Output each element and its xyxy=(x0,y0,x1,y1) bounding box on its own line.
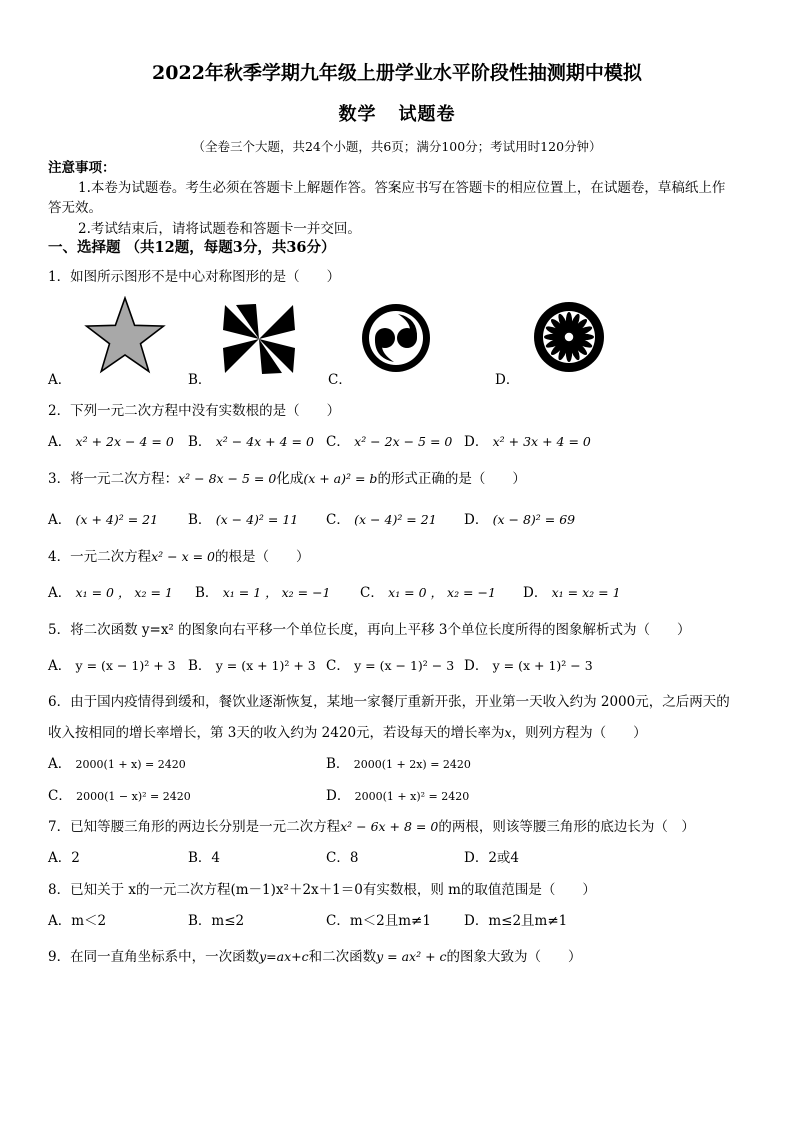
q7-option-b-label: B． xyxy=(188,850,212,866)
q2-option-d xyxy=(464,430,591,450)
q1-option-b-label: B． xyxy=(188,372,212,388)
q9-stem-quadratic: y = ax² + c xyxy=(376,949,447,964)
q6-option-a-text: 2000(1 + x) = 2420 xyxy=(75,758,186,771)
exam-info: （全卷三个大题，共24个小题，共6页；满分100分；考试用时120分钟） xyxy=(192,139,602,154)
q2-option-d-text: x² + 3x + 4 = 0 xyxy=(492,434,591,449)
q2-option-c-label: C． xyxy=(326,434,350,450)
q7-stem-equation: x² − 6x + 8 = 0 xyxy=(340,819,439,834)
q8-option-d xyxy=(464,909,567,929)
q6-option-c-text: 2000(1 − x)² = 2420 xyxy=(76,790,191,803)
q5-option-d-text: y = (x + 1)² − 3 xyxy=(492,658,593,673)
q2-option-a-label: A． xyxy=(48,434,72,450)
q5-stem: 5．将二次函数 y=x² 的图象向右平移一个单位长度，再向上平移 3个单位长度所得的图象解析式为（ ） xyxy=(48,622,691,638)
q6-stem-variable: x xyxy=(504,725,512,740)
q4-option-b-label: B． xyxy=(195,585,219,601)
notice-heading: 注意事项： xyxy=(48,160,116,176)
exam-title: 2022年秋季学期九年级上册学业水平阶段性抽测期中模拟 xyxy=(152,62,642,84)
q8-option-b-label: B． xyxy=(188,913,212,929)
q3-option-c xyxy=(326,508,437,528)
q7-option-c-label: C． xyxy=(326,850,350,866)
q5-option-b-label: B． xyxy=(188,658,212,674)
q6-option-b xyxy=(326,752,471,772)
q6-option-b-label: B． xyxy=(326,756,350,772)
q4-option-c xyxy=(360,581,496,601)
q9-stem-prefix: 9．在同一直角坐标系中，一次函数 xyxy=(48,949,260,965)
subject-label: 数学 xyxy=(338,104,377,125)
q6-stem-line1: 6．由于国内疫情得到缓和，餐饮业逐渐恢复，某地一家餐厅重新开张，开业第一天收入约为 2000元，之后两天的 xyxy=(48,694,730,710)
q2-option-a-text: x² + 2x − 4 = 0 xyxy=(75,434,174,449)
section-heading-choice: 一、选择题 （共12题，每题3分，共36分） xyxy=(48,239,336,256)
q3-option-a-label: A． xyxy=(48,512,72,528)
q2-option-c xyxy=(326,430,452,450)
q4-option-a-text: x₁ = 0 ， x₂ = 1 xyxy=(75,585,173,600)
q6-stem-line2-prefix: 收入按相同的增长率增长，第 3天的收入约为 2420元，若设每天的增长率为 xyxy=(48,725,505,741)
q3-option-a-text: (x + 4)² = 21 xyxy=(75,512,159,527)
q7-option-d-text: 2或4 xyxy=(488,850,520,866)
q6-option-c-label: C． xyxy=(48,788,72,804)
notice-item-1-cont: 答无效。 xyxy=(48,200,102,216)
q5-option-a-text: y = (x − 1)² + 3 xyxy=(75,658,176,673)
q3-option-a xyxy=(48,508,158,528)
star-icon xyxy=(84,296,166,374)
q1-option-c-label: C． xyxy=(328,372,352,388)
q2-option-b-label: B． xyxy=(188,434,212,450)
q3-option-d-label: D． xyxy=(464,512,489,528)
q4-stem-prefix: 4．一元二次方程 xyxy=(48,549,152,565)
paper-type-label: 试题卷 xyxy=(398,104,456,125)
q8-option-c xyxy=(326,909,431,929)
q7-stem xyxy=(48,815,695,835)
q3-option-b-label: B． xyxy=(188,512,212,528)
q3-option-c-text: (x − 4)² = 21 xyxy=(354,512,437,527)
q4-option-c-label: C． xyxy=(360,585,384,601)
q8-option-b-text: m≤2 xyxy=(211,913,245,929)
q5-option-d xyxy=(464,654,593,674)
flower-circle-icon xyxy=(532,300,606,374)
q5-option-c-text: y = (x − 1)² − 3 xyxy=(354,658,455,673)
q6-stem-line2-suffix: ，则列方程为（ ） xyxy=(511,725,647,741)
q6-option-a-label: A． xyxy=(48,756,72,772)
q2-option-c-text: x² − 2x − 5 = 0 xyxy=(354,434,453,449)
q6-option-d-label: D． xyxy=(326,788,351,804)
q5-option-c-label: C． xyxy=(326,658,350,674)
q4-stem-equation: x² − x = 0 xyxy=(151,549,215,564)
q7-option-d xyxy=(464,846,519,866)
q1-stem: 1．如图所示图形不是中心对称图形的是（ ） xyxy=(48,269,341,285)
q6-option-a xyxy=(48,752,186,772)
notice-item-2: 2.考试结束后，请将试题卷和答题卡一并交回。 xyxy=(78,221,361,237)
q6-option-b-text: 2000(1 + 2x) = 2420 xyxy=(353,758,471,771)
q7-option-a-label: A． xyxy=(48,850,72,866)
q4-option-d xyxy=(523,581,621,601)
q6-option-c xyxy=(48,784,191,804)
q4-option-a-label: A． xyxy=(48,585,72,601)
q4-option-d-text: x₁ = x₂ = 1 xyxy=(551,585,621,600)
exam-subtitle xyxy=(0,100,794,126)
q3-stem-mid: 化成 xyxy=(276,471,304,487)
q4-option-a xyxy=(48,581,173,601)
q8-option-a xyxy=(48,909,106,929)
q2-option-b xyxy=(188,430,314,450)
q4-stem xyxy=(48,545,310,565)
q1-option-a-label: A． xyxy=(48,372,72,388)
bowtie-icon xyxy=(222,304,296,374)
q8-option-c-text: m＜2且m≠1 xyxy=(349,913,431,929)
q5-option-a xyxy=(48,654,176,674)
q3-stem xyxy=(48,467,526,487)
q8-option-b xyxy=(188,909,244,929)
q7-stem-suffix: 的两根，则该等腰三角形的底边长为（ ） xyxy=(438,819,695,835)
q8-option-d-text: m≤2且m≠1 xyxy=(488,913,568,929)
q7-option-b-text: 4 xyxy=(211,850,221,866)
q5-option-d-label: D． xyxy=(464,658,489,674)
q3-stem-form: (x + a)² = b xyxy=(303,471,378,486)
q2-option-d-label: D． xyxy=(464,434,489,450)
notice-item-1: 1.本卷为试题卷。考生必须在答题卡上解题作答。答案应书写在答题卡的相应位置上，在试题卷，草稿纸上作 xyxy=(78,180,726,196)
q3-option-c-label: C． xyxy=(326,512,350,528)
q8-stem: 8．已知关于 x的一元二次方程(m－1)x²＋2x＋1＝0有实数根，则 m的取值范围是（ ） xyxy=(48,882,596,898)
q7-stem-prefix: 7．已知等腰三角形的两边长分别是一元二次方程 xyxy=(48,819,341,835)
q7-option-c-text: 8 xyxy=(349,850,359,866)
q3-option-b xyxy=(188,508,298,528)
q8-option-c-label: C． xyxy=(326,913,350,929)
q4-stem-suffix: 的根是（ ） xyxy=(215,549,310,565)
q9-stem-suffix: 的图象大致为（ ） xyxy=(446,949,582,965)
q8-option-a-label: A． xyxy=(48,913,72,929)
q3-option-d-text: (x − 8)² = 69 xyxy=(492,512,576,527)
q7-option-c xyxy=(326,846,358,866)
q5-option-b xyxy=(188,654,316,674)
q7-option-a xyxy=(48,846,80,866)
q6-option-d-text: 2000(1 + x)² = 2420 xyxy=(354,790,470,803)
q2-option-b-text: x² − 4x + 4 = 0 xyxy=(215,434,314,449)
q4-option-c-text: x₁ = 0 ， x₂ = −1 xyxy=(388,585,496,600)
q3-stem-equation: x² − 8x − 5 = 0 xyxy=(178,471,277,486)
q1-option-d-label: D． xyxy=(495,372,520,388)
q9-stem xyxy=(48,945,582,965)
q5-option-a-label: A． xyxy=(48,658,72,674)
q2-option-a xyxy=(48,430,174,450)
q4-option-b-text: x₁ = 1 ， x₂ = −1 xyxy=(222,585,331,600)
q3-option-d xyxy=(464,508,575,528)
q3-stem-prefix: 3．将一元二次方程： xyxy=(48,471,179,487)
q6-option-d xyxy=(326,784,469,804)
q4-option-b xyxy=(195,581,331,601)
q3-stem-suffix: 的形式正确的是（ ） xyxy=(377,471,526,487)
q2-stem: 2．下列一元二次方程中没有实数根的是（ ） xyxy=(48,403,341,419)
circle-comma-icon xyxy=(360,302,432,374)
q7-option-b xyxy=(188,846,220,866)
q7-option-d-label: D． xyxy=(464,850,489,866)
q4-option-d-label: D． xyxy=(523,585,548,601)
q8-option-d-label: D． xyxy=(464,913,489,929)
q5-option-c xyxy=(326,654,454,674)
q8-option-a-text: m＜2 xyxy=(71,913,107,929)
q7-option-a-text: 2 xyxy=(71,850,80,866)
q3-option-b-text: (x − 4)² = 11 xyxy=(215,512,299,527)
q9-stem-mid: 和二次函数 xyxy=(308,949,377,965)
q6-stem-line2 xyxy=(48,721,647,741)
q9-stem-linear: y=ax+c xyxy=(259,949,309,964)
q5-option-b-text: y = (x + 1)² + 3 xyxy=(215,658,316,673)
